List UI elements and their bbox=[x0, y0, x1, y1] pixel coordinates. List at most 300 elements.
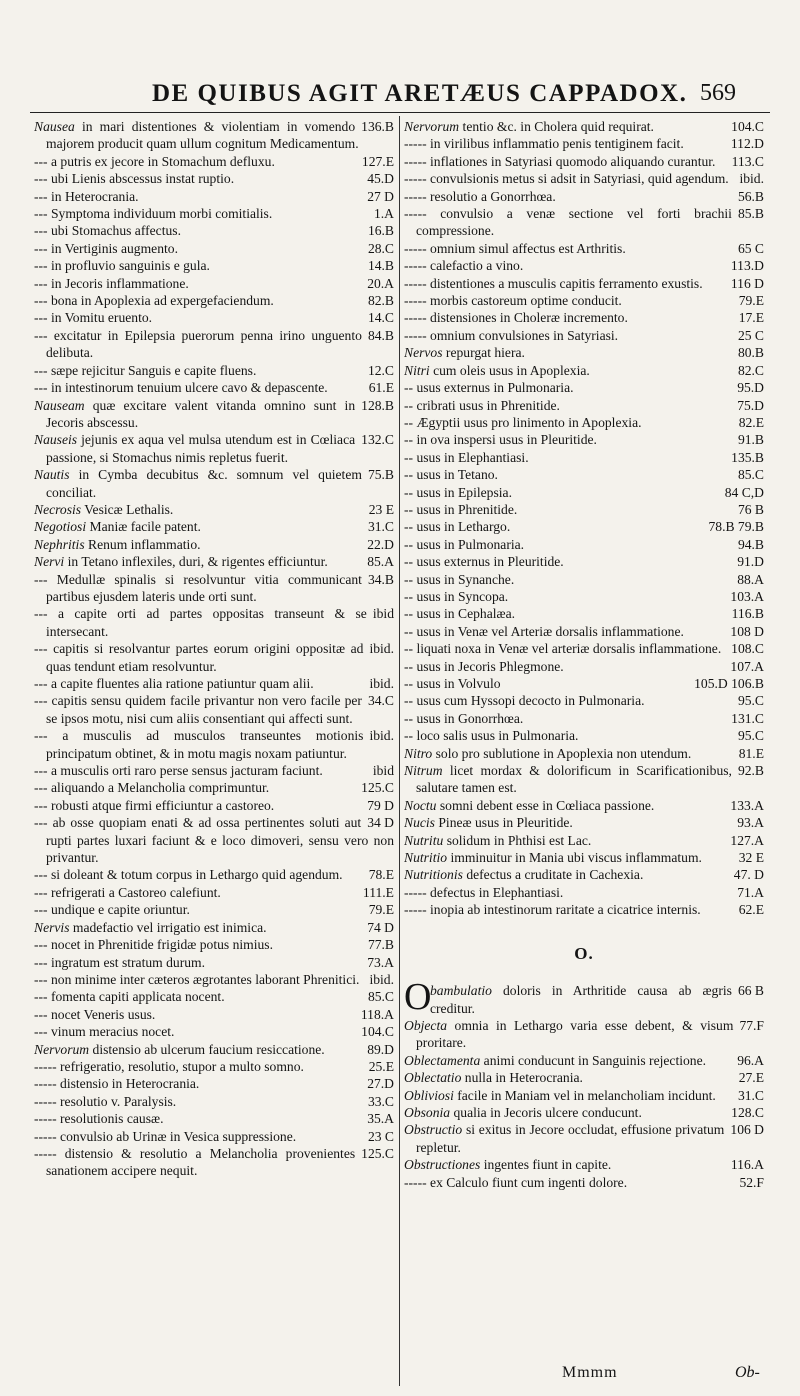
index-entry bbox=[404, 1174, 764, 1191]
column-divider bbox=[399, 116, 400, 1386]
entry-text: ----- in virilibus inflammatio penis tentiginem facit. bbox=[404, 136, 684, 152]
entry-text: -- usus externus in Pulmonaria. bbox=[404, 380, 574, 396]
entry-text: animi conducunt in Sanguinis rejectione. bbox=[483, 1052, 707, 1068]
index-entry bbox=[404, 240, 764, 257]
entry-reference: 104.C bbox=[731, 119, 764, 134]
entry-reference: 128.B bbox=[361, 397, 394, 413]
index-entry bbox=[34, 1023, 394, 1040]
entry-text: -- usus in Syncopa. bbox=[404, 588, 509, 604]
entry-text: ----- calefactio a vino. bbox=[404, 258, 524, 274]
index-entry bbox=[34, 292, 394, 309]
entry-reference: 127.E bbox=[361, 153, 394, 169]
entry-reference: 91.D bbox=[737, 554, 764, 570]
entry-text: --- Medullæ spinalis si resolvuntur vitia communicant partibus ejusdem lateris unde orti sunt. bbox=[34, 571, 362, 604]
index-entry bbox=[34, 240, 394, 257]
entry-reference: 88.A bbox=[737, 571, 764, 587]
entry-text: ----- resolutionis causæ. bbox=[34, 1111, 164, 1127]
entry-text: --- ab osse quopiam enati & ad ossa pertinentes soluti aut rupti partes luxari faciunt & e loco dimoveri, sensu vero non privantur. bbox=[34, 815, 394, 866]
entry-reference: 91.B bbox=[737, 432, 764, 448]
entry-headword: Nausea bbox=[34, 119, 75, 134]
index-entry bbox=[34, 727, 394, 762]
entry-reference: 75.B bbox=[367, 467, 394, 483]
entry-text: distensio ab ulcerum faucium resiccatione. bbox=[92, 1041, 325, 1057]
index-entry bbox=[404, 501, 764, 518]
entry-text: ----- ex Calculo fiunt cum ingenti dolore. bbox=[404, 1174, 628, 1190]
entry-text: ----- resolutio a Gonorrhœa. bbox=[404, 188, 556, 204]
entry-reference: ibid bbox=[372, 606, 394, 622]
entry-headword: Nautis bbox=[34, 467, 70, 483]
entry-reference: 128.C bbox=[731, 1104, 764, 1120]
entry-headword: Nervorum bbox=[34, 1041, 90, 1057]
entry-text: -- cribrati usus in Phrenitide. bbox=[404, 397, 560, 413]
entry-text: --- ubi Lienis abscessus instat ruptio. bbox=[34, 171, 235, 187]
header-rule bbox=[30, 112, 770, 113]
index-entry bbox=[34, 222, 394, 239]
entry-reference: 116.A bbox=[730, 1157, 764, 1173]
entry-text: ----- omnium convulsiones in Satyriasi. bbox=[404, 327, 619, 343]
entry-reference: 136.B bbox=[361, 119, 394, 134]
entry-headword: Nephritis bbox=[34, 536, 85, 552]
entry-text: madefactio vel irrigatio est inimica. bbox=[72, 919, 267, 935]
entry-text: --- refrigerati a Castoreo calefiunt. bbox=[34, 884, 221, 900]
entry-text: ----- refrigeratio, resolutio, stupor a multo somno. bbox=[34, 1058, 304, 1074]
entry-reference: 71.A bbox=[737, 884, 764, 900]
entry-headword: Nutritu bbox=[404, 832, 444, 848]
index-entry bbox=[34, 1041, 394, 1058]
entry-text: --- in intestinorum tenuium ulcere cavo & depascente. bbox=[34, 380, 328, 396]
running-title: DE QUIBUS AGIT ARETÆUS CAPPADOX. bbox=[152, 80, 688, 107]
entry-text: -- usus cum Hyssopi decocto in Pulmonaria. bbox=[404, 693, 645, 709]
entry-reference: 27.E bbox=[738, 1070, 764, 1086]
entry-text: -- usus in Phrenitide. bbox=[404, 501, 518, 517]
entry-headword: Nutritionis bbox=[404, 867, 463, 883]
entry-text: Pineæ usus in Pleuritide. bbox=[438, 815, 573, 831]
entry-reference: ibid. bbox=[369, 641, 394, 657]
entry-text: -- usus in Tetano. bbox=[404, 467, 498, 483]
entry-reference: 61.E bbox=[368, 380, 394, 396]
entry-text: ----- distensio in Heterocrania. bbox=[34, 1076, 200, 1092]
entry-headword: Nutritio bbox=[404, 850, 448, 866]
entry-reference: 23 C bbox=[367, 1128, 394, 1144]
index-entry bbox=[404, 814, 764, 831]
entry-reference: 16.B bbox=[367, 223, 394, 239]
index-entry bbox=[404, 1052, 764, 1069]
entry-text: ----- inopia ab intestinorum raritate a cicatrice internis. bbox=[404, 902, 701, 918]
entry-headword: Nauseis bbox=[34, 432, 78, 448]
entry-text: -- in ova inspersi usus in Pleuritide. bbox=[404, 432, 597, 448]
entry-reference: 84.B bbox=[367, 327, 394, 343]
index-entry bbox=[404, 623, 764, 640]
index-entry bbox=[34, 779, 394, 796]
entry-text: ----- distensio & resolutio a Melancholia provenientes sanationem accipere nequit. bbox=[34, 1145, 356, 1179]
entry-text: --- a musculis orti raro perse sensus jacturam faciunt. bbox=[34, 763, 323, 779]
entry-reference: 111.E bbox=[362, 884, 394, 900]
index-entry bbox=[34, 257, 394, 274]
index-entry bbox=[34, 536, 394, 553]
entry-reference: 79 D bbox=[367, 797, 394, 813]
index-entry bbox=[34, 327, 394, 362]
entry-headword: Objecta bbox=[404, 1017, 448, 1033]
index-entry bbox=[404, 518, 764, 535]
index-entry bbox=[404, 692, 764, 709]
entry-reference: 62.E bbox=[738, 902, 764, 918]
entry-reference: 135.B bbox=[731, 449, 764, 465]
entry-reference: ibid. bbox=[739, 171, 764, 187]
entry-reference: 28.C bbox=[367, 240, 394, 256]
entry-reference: 79.E bbox=[368, 902, 394, 918]
entry-reference: 116 D bbox=[730, 275, 764, 291]
index-entry bbox=[34, 988, 394, 1005]
entry-headword: Nucis bbox=[404, 815, 435, 831]
entry-reference: 34.B bbox=[367, 571, 394, 587]
entry-reference: 118.A bbox=[360, 1006, 394, 1022]
index-entry bbox=[404, 188, 764, 205]
entry-text: ----- distensiones in Choleræ incremento. bbox=[404, 310, 628, 326]
entry-text: -- usus in Venæ vel Arteriæ dorsalis inflammatione. bbox=[404, 623, 684, 639]
index-entry bbox=[34, 814, 394, 866]
entry-text: --- bona in Apoplexia ad expergefaciendum. bbox=[34, 293, 274, 309]
index-entry bbox=[404, 344, 764, 361]
index-entry bbox=[34, 1093, 394, 1110]
entry-reference: 105.D 106.B bbox=[694, 676, 764, 691]
entry-text: tentio &c. in Cholera quid requirat. bbox=[462, 119, 654, 134]
entry-reference: 25 C bbox=[737, 327, 764, 343]
entry-reference: 108.C bbox=[731, 641, 764, 657]
index-entry bbox=[34, 971, 394, 988]
entry-reference: 73.A bbox=[367, 954, 394, 970]
index-entry bbox=[404, 275, 764, 292]
index-entry bbox=[404, 1087, 764, 1104]
entry-text: jejunis ex aqua vel mulsa utendum est in Cœliaca passione, si Stomachus nimis repletus fuerit. bbox=[46, 432, 356, 465]
entry-reference: 14.B bbox=[367, 258, 394, 274]
entry-text: facile in Maniam vel in melancholiam incidunt. bbox=[457, 1087, 716, 1103]
entry-reference: 45.D bbox=[367, 171, 394, 187]
index-entry bbox=[34, 379, 394, 396]
entry-text: licet mordax & dolorificum in Scarificationibus, salutare tamen est. bbox=[416, 763, 732, 796]
entry-text: --- fomenta capiti applicata nocent. bbox=[34, 989, 225, 1005]
index-column-left bbox=[34, 118, 394, 1388]
entry-text: --- ingratum est stratum durum. bbox=[34, 954, 206, 970]
entry-headword: Nitri bbox=[404, 362, 430, 378]
index-entry bbox=[404, 431, 764, 448]
entry-reference: 66 B bbox=[737, 983, 764, 999]
entry-reference: 76 B bbox=[737, 501, 764, 517]
entry-reference: 65 C bbox=[737, 240, 764, 256]
entry-text: --- in profluvio sanguinis e gula. bbox=[34, 258, 210, 274]
index-entry bbox=[404, 588, 764, 605]
index-column-right bbox=[404, 118, 764, 1388]
entry-headword: Oblectatio bbox=[404, 1070, 462, 1086]
entry-reference: 85.A bbox=[367, 554, 394, 570]
entry-reference: 47. D bbox=[733, 867, 764, 883]
entry-reference: 107.A bbox=[730, 658, 764, 674]
entry-reference: 103.A bbox=[730, 588, 764, 604]
entry-text: ----- omnium simul affectus est Arthritis. bbox=[404, 240, 626, 256]
entry-reference: 116.B bbox=[731, 606, 764, 622]
entry-reference: 1.A bbox=[373, 206, 394, 222]
entry-reference: 96.A bbox=[737, 1052, 764, 1068]
entry-reference: 75.D bbox=[737, 397, 764, 413]
entry-text: cum oleis usus in Apoplexia. bbox=[433, 362, 590, 378]
index-entry bbox=[34, 466, 394, 501]
entry-text: --- in Heterocrania. bbox=[34, 188, 139, 204]
index-entry bbox=[404, 976, 764, 1019]
entry-reference: 80.B bbox=[737, 345, 764, 361]
entry-text: imminuitur in Mania ubi viscus inflammatum. bbox=[450, 850, 702, 866]
entry-reference: 77.F bbox=[739, 1017, 764, 1033]
entry-text: quæ excitare valent vitanda omnino sunt in Jecoris abscessu. bbox=[46, 397, 356, 430]
entry-text: --- a musculis ad musculos transeuntes motionis principatum obtinet, & in motu magis noxam patiuntur. bbox=[34, 728, 364, 761]
entry-reference: ibid. bbox=[369, 728, 394, 744]
entry-text: --- in Jecoris inflammatione. bbox=[34, 275, 189, 291]
entry-headword: Nitro bbox=[404, 745, 433, 761]
entry-reference: 95.C bbox=[737, 693, 764, 709]
page-number: 569 bbox=[700, 80, 736, 106]
entry-text: -- usus in Jecoris Phlegmone. bbox=[404, 658, 564, 674]
entry-text: --- undique e capite oriuntur. bbox=[34, 902, 190, 918]
entry-reference: 77.B bbox=[367, 937, 394, 953]
index-entry bbox=[34, 866, 394, 883]
entry-text: --- capitis sensu quidem facile privantur non vero facile per se ipsos motu, nisi cum aliis consentiant qui affecti sunt. bbox=[34, 693, 362, 726]
entry-reference: 78.B 79.B bbox=[708, 519, 764, 535]
entry-headword: Oblectamenta bbox=[404, 1052, 481, 1068]
index-entry bbox=[404, 362, 764, 379]
entry-text: Maniæ facile patent. bbox=[89, 519, 201, 535]
entry-text: --- non minime inter cæteros ægrotantes laborant Phrenitici. bbox=[34, 971, 360, 987]
index-entry bbox=[404, 309, 764, 326]
index-entry bbox=[404, 414, 764, 431]
entry-reference: 32 E bbox=[738, 850, 764, 866]
index-entry bbox=[34, 640, 394, 675]
entry-text: -- liquati noxa in Venæ vel arteriæ dorsalis inflammatione. bbox=[404, 641, 722, 657]
catchword: Ob- bbox=[735, 1364, 760, 1381]
entry-reference: ibid. bbox=[369, 676, 394, 691]
entry-reference: 113.D bbox=[730, 258, 764, 274]
entry-text: ----- convulsionis metus si adsit in Satyriasi, quid agendum. bbox=[404, 171, 729, 187]
entry-headword: Negotiosi bbox=[34, 519, 87, 535]
entry-text: -- usus in Gonorrhœa. bbox=[404, 710, 524, 726]
entry-text: ----- defectus in Elephantiasi. bbox=[404, 884, 564, 900]
index-entry bbox=[404, 553, 764, 570]
entry-reference: 95.D bbox=[737, 380, 764, 396]
index-entry bbox=[34, 1110, 394, 1127]
index-entry bbox=[404, 205, 764, 240]
entry-headword: Necrosis bbox=[34, 501, 82, 517]
entry-text: ----- convulsio ab Urinæ in Vesica suppressione. bbox=[34, 1128, 297, 1144]
entry-text: --- sæpe rejicitur Sanguis e capite fluens. bbox=[34, 362, 257, 378]
entry-headword: Nervorum bbox=[404, 119, 460, 134]
index-entry bbox=[404, 675, 764, 692]
index-entry bbox=[404, 640, 764, 657]
entry-reference: 78.E bbox=[368, 867, 394, 883]
index-entry bbox=[404, 1017, 764, 1052]
entry-text: --- capitis si resolvantur partes eorum origini oppositæ ad quas tendunt etiam resolvuntur. bbox=[34, 641, 364, 674]
entry-headword: Nervi bbox=[34, 554, 65, 570]
index-entry bbox=[34, 571, 394, 606]
entry-reference: 31.C bbox=[367, 519, 394, 535]
index-entry bbox=[34, 1075, 394, 1092]
entry-reference: 82.B bbox=[367, 293, 394, 309]
entry-headword: Obsonia bbox=[404, 1104, 451, 1120]
entry-text: --- nocet Veneris usus. bbox=[34, 1006, 156, 1022]
entry-reference: 79.E bbox=[738, 293, 764, 309]
index-entry bbox=[404, 1104, 764, 1121]
entry-text: in Cymba decubitus &c. somnum vel quietem conciliat. bbox=[46, 467, 362, 500]
entry-text: in Tetano inflexiles, duri, & rigentes efficiuntur. bbox=[67, 554, 328, 570]
index-entry bbox=[34, 309, 394, 326]
entry-reference: 131.C bbox=[731, 710, 764, 726]
index-entry bbox=[34, 936, 394, 953]
index-entry bbox=[404, 153, 764, 170]
index-entry bbox=[404, 832, 764, 849]
entry-text: repurgat hiera. bbox=[445, 345, 525, 361]
index-entry bbox=[34, 397, 394, 432]
index-entry bbox=[34, 118, 394, 153]
entry-reference: 127.A bbox=[730, 832, 764, 848]
entry-text: ----- resolutio v. Paralysis. bbox=[34, 1093, 177, 1109]
index-entry bbox=[404, 135, 764, 152]
entry-text: -- usus in Elephantiasi. bbox=[404, 449, 529, 465]
index-entry bbox=[34, 797, 394, 814]
index-entry bbox=[404, 727, 764, 744]
index-entry bbox=[404, 762, 764, 797]
index-entry bbox=[404, 170, 764, 187]
index-entry bbox=[34, 1058, 394, 1075]
entry-reference: 23 E bbox=[368, 501, 394, 517]
entry-text: somni debent esse in Cœliaca passione. bbox=[439, 797, 655, 813]
entry-reference: 22.D bbox=[367, 536, 394, 552]
entry-text: --- robusti atque firmi efficiuntur a castoreo. bbox=[34, 797, 275, 813]
entry-text: -- loco salis usus in Pulmonaria. bbox=[404, 728, 579, 744]
entry-reference: 85.C bbox=[737, 467, 764, 483]
index-entry bbox=[34, 362, 394, 379]
entry-text: ingentes fiunt in capite. bbox=[483, 1157, 612, 1173]
entry-reference: 33.C bbox=[367, 1093, 394, 1109]
entry-headword: bambulatio bbox=[430, 983, 492, 999]
entry-text: --- nocet in Phrenitide frigidæ potus nimius. bbox=[34, 937, 273, 953]
entry-text: --- vinum meracius nocet. bbox=[34, 1024, 175, 1040]
entry-reference: 94.B bbox=[737, 536, 764, 552]
entry-text: Vesicæ Lethalis. bbox=[84, 501, 174, 517]
entry-text: --- Symptoma individuum morbi comitialis. bbox=[34, 206, 273, 222]
entry-reference: 31.C bbox=[737, 1087, 764, 1103]
entry-reference: 20.A bbox=[367, 275, 394, 291]
index-entry bbox=[34, 1128, 394, 1145]
section-letter-o: O. bbox=[574, 943, 594, 963]
entry-reference: 14.C bbox=[367, 310, 394, 326]
entry-reference: 35.A bbox=[367, 1111, 394, 1127]
entry-text: in mari distentiones & violentiam in vomendo majorem producit quam ullum cognitum Medicamentum. bbox=[46, 119, 359, 152]
entry-text: defectus a cruditate in Cachexia. bbox=[466, 867, 644, 883]
drop-capital: O bbox=[404, 976, 432, 1019]
entry-reference: 125.C bbox=[361, 1145, 394, 1161]
entry-reference: 12.C bbox=[367, 362, 394, 378]
index-entry bbox=[34, 275, 394, 292]
index-entry bbox=[34, 553, 394, 570]
index-entry bbox=[404, 466, 764, 483]
entry-text: --- in Vomitu eruento. bbox=[34, 310, 153, 326]
entry-text: --- a putris ex jecore in Stomachum defluxu. bbox=[34, 153, 275, 169]
entry-reference: 27.D bbox=[367, 1076, 394, 1092]
entry-text: omnia in Lethargo varia esse debent, & visum proritare. bbox=[416, 1017, 734, 1051]
entry-reference: 108 D bbox=[730, 623, 764, 639]
entry-text: solidum in Phthisi est Lac. bbox=[446, 832, 592, 848]
entry-headword: Nervos bbox=[404, 345, 443, 361]
entry-text: --- si doleant & totum corpus in Lethargo quid agendum. bbox=[34, 867, 343, 883]
index-entry bbox=[34, 762, 394, 779]
entry-reference: 34 D bbox=[367, 815, 394, 831]
index-entry bbox=[34, 188, 394, 205]
entry-text: -- usus externus in Pleuritide. bbox=[404, 554, 564, 570]
entry-reference: 85.C bbox=[367, 989, 394, 1005]
index-entry bbox=[34, 954, 394, 971]
index-entry bbox=[34, 1006, 394, 1023]
entry-reference: 85.B bbox=[737, 206, 764, 222]
index-entry bbox=[404, 658, 764, 675]
entry-text: ----- morbis castoreum optime conducit. bbox=[404, 293, 622, 309]
index-entry bbox=[34, 605, 394, 640]
entry-reference: 74 D bbox=[367, 919, 394, 935]
entry-reference: ibid bbox=[372, 763, 394, 779]
index-entry bbox=[404, 536, 764, 553]
index-entry bbox=[404, 484, 764, 501]
index-entry bbox=[34, 518, 394, 535]
index-entry bbox=[34, 431, 394, 466]
entry-headword: Nervis bbox=[34, 919, 70, 935]
entry-reference: 34.C bbox=[367, 693, 394, 709]
entry-reference: 95.C bbox=[737, 728, 764, 744]
entry-reference: 89.D bbox=[367, 1041, 394, 1057]
entry-reference: 25.E bbox=[368, 1058, 394, 1074]
index-entry bbox=[34, 153, 394, 170]
entry-text: --- ubi Stomachus affectus. bbox=[34, 223, 181, 239]
entry-reference: ibid. bbox=[369, 971, 394, 987]
index-entry bbox=[34, 901, 394, 918]
entry-reference: 92.B bbox=[737, 763, 764, 779]
entry-text: -- usus in Synanche. bbox=[404, 571, 515, 587]
index-entry bbox=[34, 884, 394, 901]
entry-text: ----- convulsio a venæ sectione vel forti brachii compressione. bbox=[404, 206, 732, 239]
entry-headword: Nitrum bbox=[404, 763, 443, 779]
entry-text: -- usus in Cephalæa. bbox=[404, 606, 516, 622]
entry-reference: 82.C bbox=[737, 362, 764, 378]
index-entry bbox=[404, 571, 764, 588]
entry-text: --- a capite orti ad partes oppositas transeunt & se intersecant. bbox=[34, 606, 367, 639]
entry-headword: Obstructiones bbox=[404, 1157, 481, 1173]
entry-reference: 104.C bbox=[361, 1024, 394, 1040]
entry-headword: Obliviosi bbox=[404, 1087, 454, 1103]
page-header bbox=[0, 78, 800, 112]
index-entry bbox=[34, 675, 394, 692]
index-entry bbox=[404, 884, 764, 901]
index-entry bbox=[404, 797, 764, 814]
entry-reference: 132.C bbox=[361, 432, 394, 448]
entry-text: -- usus in Lethargo. bbox=[404, 519, 511, 535]
signature-mark: Mmmm bbox=[562, 1364, 618, 1381]
entry-text: -- usus in Epilepsia. bbox=[404, 484, 512, 500]
index-entry bbox=[404, 292, 764, 309]
entry-reference: 133.A bbox=[730, 797, 764, 813]
index-entry bbox=[404, 118, 764, 135]
entry-text: ----- distentiones a musculis capitis ferramento exustis. bbox=[404, 275, 703, 291]
entry-headword: Noctu bbox=[404, 797, 437, 813]
index-entry bbox=[404, 849, 764, 866]
index-entry bbox=[34, 1145, 394, 1180]
entry-text: qualia in Jecoris ulcere conducunt. bbox=[453, 1104, 642, 1120]
entry-text: doloris in Arthritide causa ab ægris creditur. bbox=[430, 983, 732, 1016]
index-entry bbox=[404, 745, 764, 762]
index-entry bbox=[404, 605, 764, 622]
